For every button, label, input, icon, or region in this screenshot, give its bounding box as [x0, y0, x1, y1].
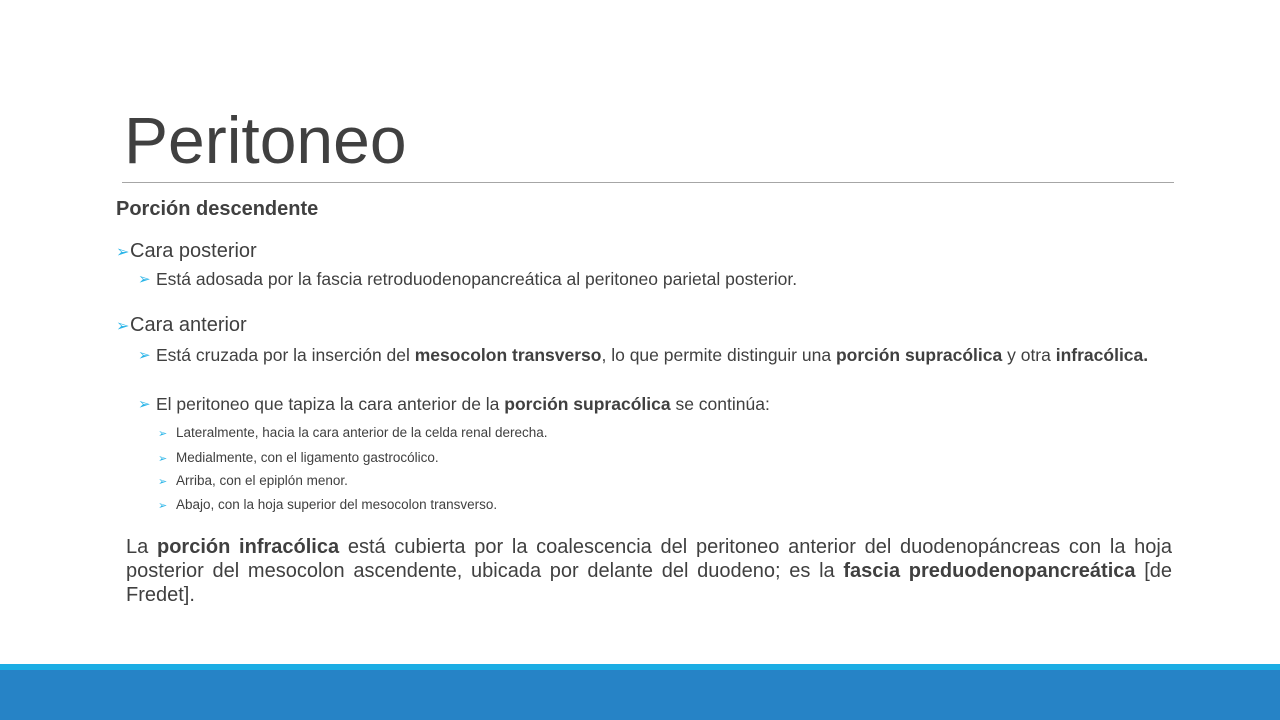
arrow-bullet-icon: ➢	[158, 428, 168, 440]
bullet-label: Cara posterior	[130, 240, 257, 262]
bullet-anterior-detail-1	[138, 346, 1158, 365]
sub-bullet-3	[158, 473, 348, 488]
arrow-bullet-icon: ➢	[158, 453, 168, 465]
arrow-bullet-icon: ➢	[158, 476, 168, 488]
bullet-cara-anterior	[116, 314, 247, 337]
sub-bullet-4	[158, 497, 497, 512]
sub-bullet-text: Abajo, con la hoja superior del mesocolon transverso.	[176, 497, 498, 512]
bullet-text: El peritoneo que tapiza la cara anterior de la porción supracólica se continúa:	[156, 394, 770, 414]
sub-bullet-text: Arriba, con el epiplón menor.	[176, 473, 348, 488]
slide-title: Peritoneo	[124, 103, 407, 177]
arrow-bullet-icon: ➢	[138, 271, 151, 288]
footer-band	[0, 670, 1280, 720]
section-subtitle: Porción descendente	[116, 198, 319, 220]
arrow-bullet-icon: ➢	[138, 347, 151, 364]
sub-bullet-text: Medialmente, con el ligamento gastrocólico.	[176, 450, 439, 465]
arrow-bullet-icon: ➢	[116, 318, 130, 335]
bullet-text: Está cruzada por la inserción del mesocolon transverso, lo que permite distinguir una porción supracólica y otra infracólica.	[156, 345, 1149, 365]
sub-bullet-2	[158, 450, 439, 465]
bullet-cara-posterior	[116, 240, 257, 263]
sub-bullet-text: Lateralmente, hacia la cara anterior de la celda renal derecha.	[176, 425, 548, 440]
summary-paragraph: La porción infracólica está cubierta por la coalescencia del peritoneo anterior del duodenopáncreas con la hoja posterior del mesocolon ascendente, ubicada por delante del duodeno; es la fascia preduodenopancreática [de Fredet].	[126, 536, 1173, 606]
bullet-label: Cara anterior	[130, 314, 247, 336]
arrow-bullet-icon: ➢	[116, 244, 130, 261]
bullet-posterior-detail	[138, 270, 1158, 289]
bullet-anterior-detail-2	[138, 395, 1158, 414]
arrow-bullet-icon: ➢	[158, 500, 168, 512]
sub-bullet-1	[158, 425, 547, 440]
arrow-bullet-icon: ➢	[138, 396, 151, 413]
title-divider	[122, 182, 1174, 183]
bullet-text: Está adosada por la fascia retroduodenopancreática al peritoneo parietal posterior.	[156, 269, 798, 289]
